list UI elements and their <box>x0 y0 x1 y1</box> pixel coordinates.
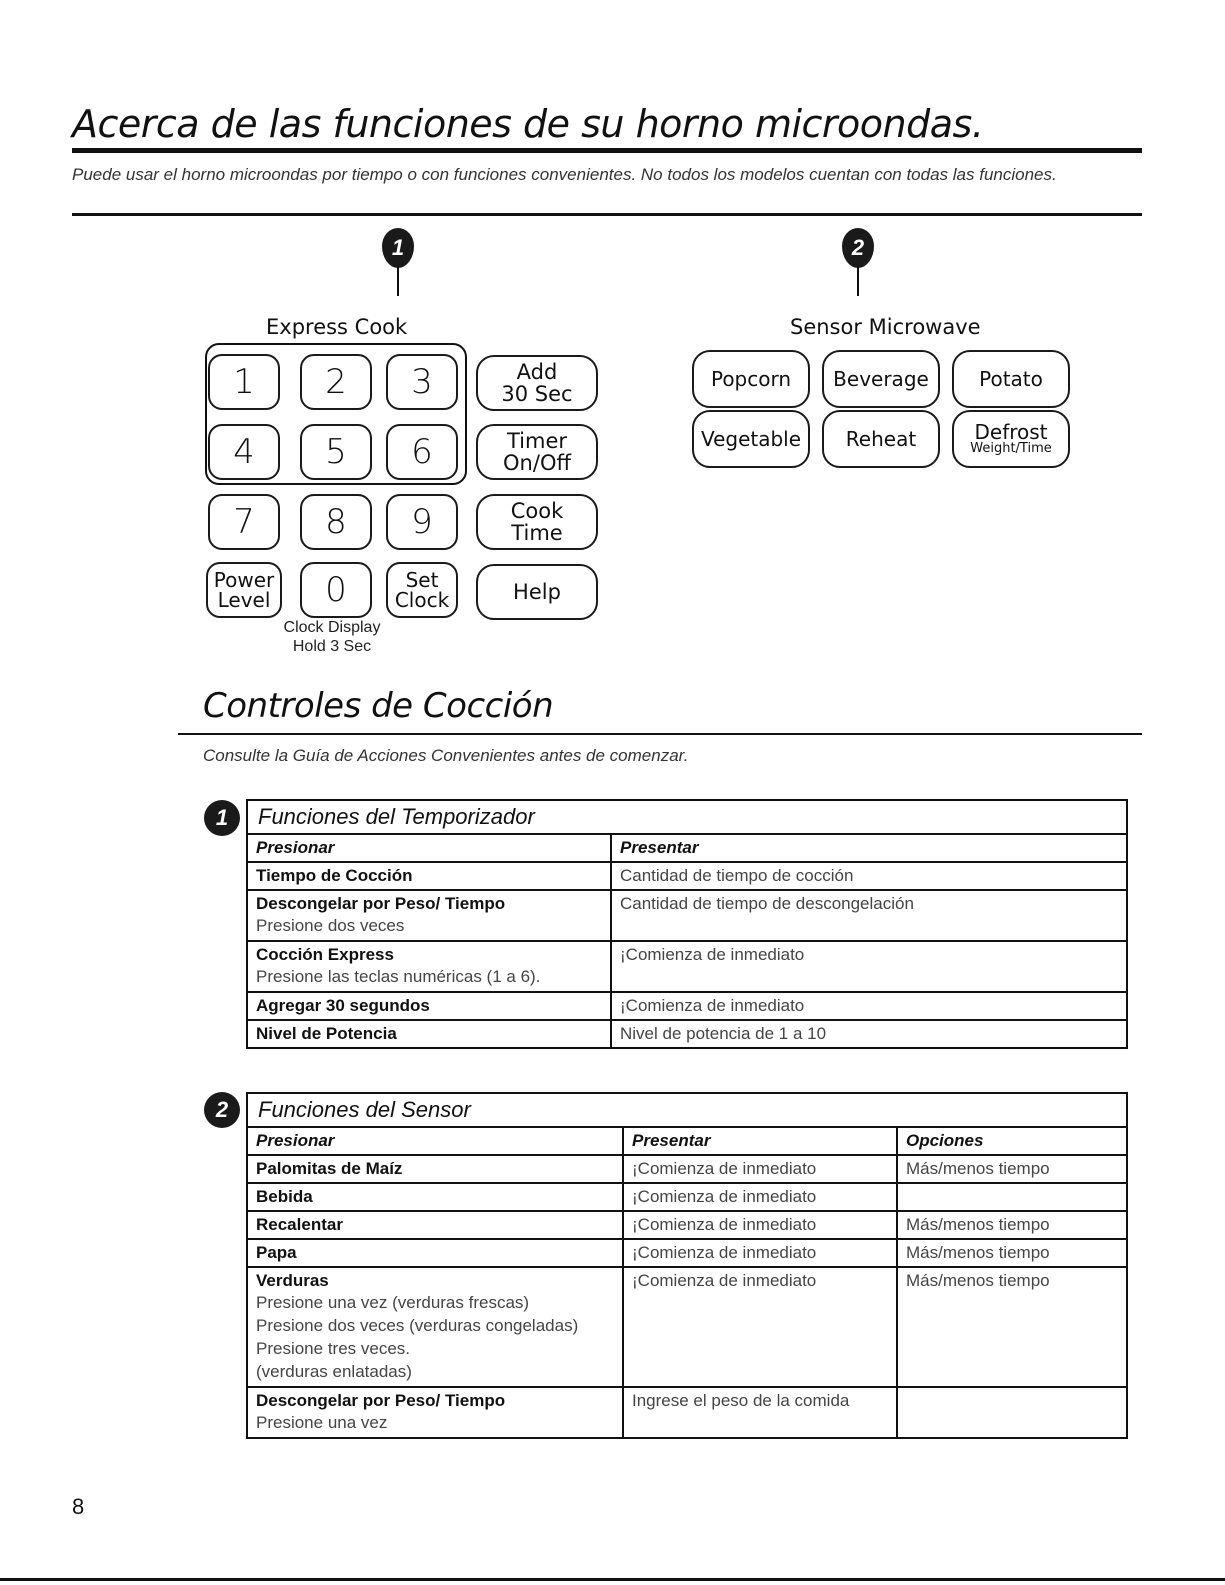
sensor-display-cell: ¡Comienza de inmediato <box>623 1155 897 1183</box>
power-level-line1: Power <box>213 568 275 592</box>
timer-table-body <box>247 862 1127 1048</box>
sensor-press-main: Papa <box>256 1243 297 1262</box>
set-clock-line2: Clock <box>394 588 450 612</box>
timer-display-cell: Nivel de potencia de 1 a 10 <box>611 1020 1127 1048</box>
table-row <box>247 1155 1127 1183</box>
defrost-label: Defrost <box>974 420 1048 444</box>
cook-time-line2: Time <box>511 521 563 545</box>
sensor-press-cell <box>247 1211 623 1239</box>
popcorn-button[interactable]: Popcorn <box>692 350 810 408</box>
add-30-sec-button[interactable] <box>476 355 598 411</box>
key-8[interactable]: 8 <box>300 494 372 550</box>
sensor-press-cell <box>247 1239 623 1267</box>
sensor-press-main: Bebida <box>256 1187 313 1206</box>
sensor-functions-table <box>246 1092 1128 1439</box>
potato-button[interactable]: Potato <box>952 350 1070 408</box>
sensor-press-note: Presione tres veces. <box>256 1339 411 1358</box>
sensor-options-cell <box>897 1387 1127 1438</box>
table-row <box>247 862 1127 890</box>
sensor-press-cell <box>247 1155 623 1183</box>
clock-display-note <box>262 618 402 656</box>
sensor-header-opciones: Opciones <box>897 1127 1127 1155</box>
sensor-header-presionar: Presionar <box>247 1127 623 1155</box>
timer-display-cell: ¡Comienza de inmediato <box>611 992 1127 1020</box>
timer-on-off-button[interactable] <box>476 424 598 480</box>
timer-press-main: Nivel de Potencia <box>256 1024 397 1043</box>
timer-table-marker: 1 <box>204 800 240 836</box>
timer-header-presentar: Presentar <box>611 834 1127 862</box>
sensor-table-caption: Funciones del Sensor <box>247 1093 1127 1127</box>
timer-press-note: Presione dos veces <box>256 916 405 935</box>
timer-header-presionar: Presionar <box>247 834 611 862</box>
vegetable-button[interactable]: Vegetable <box>692 410 810 468</box>
table-row <box>247 1211 1127 1239</box>
sensor-options-cell: Más/menos tiempo <box>897 1211 1127 1239</box>
sensor-display-cell: ¡Comienza de inmediato <box>623 1267 897 1387</box>
timer-press-main: Descongelar por Peso/ Tiempo <box>256 894 506 913</box>
callout-marker-1: 1 <box>382 228 414 268</box>
clock-note-line1: Clock Display <box>283 619 381 636</box>
beverage-button[interactable]: Beverage <box>822 350 940 408</box>
timer-press-note: Presione las teclas numéricas (1 a 6). <box>256 967 541 986</box>
timer-press-main: Cocción Express <box>256 945 394 964</box>
sensor-press-cell <box>247 1267 623 1387</box>
page-title: Acerca de las funciones de su horno microondas. <box>72 102 984 146</box>
sensor-press-main: Palomitas de Maíz <box>256 1159 403 1178</box>
sensor-press-cell <box>247 1183 623 1211</box>
sensor-microwave-label: Sensor Microwave <box>790 315 981 339</box>
power-level-line2: Level <box>217 588 271 612</box>
controls-subtitle: Consulte la Guía de Acciones Convenientes antes de comenzar. <box>203 746 689 765</box>
timer-press-cell <box>247 862 611 890</box>
bottom-rule <box>0 1578 1225 1581</box>
sensor-header-presentar: Presentar <box>623 1127 897 1155</box>
add-30-sec-line1: Add <box>516 360 558 384</box>
timer-display-cell: ¡Comienza de inmediato <box>611 941 1127 992</box>
timer-press-main: Tiempo de Cocción <box>256 866 413 885</box>
table-row <box>247 1020 1127 1048</box>
page-number: 8 <box>72 1494 85 1519</box>
sensor-press-note: (verduras enlatadas) <box>256 1362 412 1381</box>
table-row <box>247 890 1127 941</box>
timer-functions-table <box>246 799 1128 1049</box>
sensor-press-main: Verduras <box>256 1271 329 1290</box>
sensor-press-main: Recalentar <box>256 1215 343 1234</box>
controls-title: Controles de Cocción <box>203 686 554 726</box>
timer-press-cell <box>247 1020 611 1048</box>
table-row <box>247 941 1127 992</box>
cook-time-line1: Cook <box>510 499 564 523</box>
clock-note-line2: Hold 3 Sec <box>292 638 372 655</box>
key-5[interactable]: 5 <box>300 424 372 480</box>
title-rule <box>72 148 1142 153</box>
express-cook-label: Express Cook <box>266 315 408 339</box>
callout-marker-2: 2 <box>842 228 874 268</box>
sensor-press-note: Presione dos veces (verduras congeladas) <box>256 1316 579 1335</box>
callout-stem-1 <box>397 266 399 296</box>
sensor-press-note: Presione una vez <box>256 1413 388 1432</box>
table-row <box>247 1267 1127 1387</box>
key-6[interactable]: 6 <box>386 424 458 480</box>
timer-display-cell: Cantidad de tiempo de descongelación <box>611 890 1127 941</box>
sensor-display-cell: ¡Comienza de inmediato <box>623 1239 897 1267</box>
subtitle-rule <box>72 213 1142 216</box>
key-1[interactable]: 1 <box>208 354 280 410</box>
help-button[interactable]: Help <box>476 564 598 620</box>
table-row <box>247 1239 1127 1267</box>
set-clock-button[interactable] <box>386 562 458 618</box>
defrost-button[interactable] <box>952 410 1070 468</box>
timer-line1: Timer <box>506 429 567 453</box>
table-row <box>247 1387 1127 1438</box>
sensor-table-marker: 2 <box>204 1092 240 1128</box>
page-subtitle: Puede usar el horno microondas por tiempo o con funciones convenientes. No todos los modelos cuentan con todas las funciones. <box>72 165 1057 184</box>
set-clock-line1: Set <box>405 568 439 592</box>
sensor-options-cell: Más/menos tiempo <box>897 1155 1127 1183</box>
key-7[interactable]: 7 <box>208 494 280 550</box>
timer-press-cell <box>247 890 611 941</box>
sensor-options-cell <box>897 1183 1127 1211</box>
sensor-display-cell: ¡Comienza de inmediato <box>623 1211 897 1239</box>
sensor-options-cell: Más/menos tiempo <box>897 1239 1127 1267</box>
cook-time-button[interactable] <box>476 494 598 550</box>
timer-display-cell: Cantidad de tiempo de cocción <box>611 862 1127 890</box>
key-2[interactable]: 2 <box>300 354 372 410</box>
timer-press-cell <box>247 992 611 1020</box>
table-row <box>247 992 1127 1020</box>
key-3[interactable]: 3 <box>386 354 458 410</box>
key-0[interactable]: 0 <box>300 562 372 618</box>
timer-press-cell <box>247 941 611 992</box>
timer-press-main: Agregar 30 segundos <box>256 996 430 1015</box>
sensor-display-cell: Ingrese el peso de la comida <box>623 1387 897 1438</box>
sensor-press-main: Descongelar por Peso/ Tiempo <box>256 1391 506 1410</box>
sensor-press-note: Presione una vez (verduras frescas) <box>256 1293 530 1312</box>
timer-table-caption: Funciones del Temporizador <box>247 800 1127 834</box>
sensor-options-cell: Más/menos tiempo <box>897 1267 1127 1387</box>
add-30-sec-line2: 30 Sec <box>501 382 573 406</box>
reheat-button[interactable]: Reheat <box>822 410 940 468</box>
controls-rule <box>178 733 1142 735</box>
sensor-table-body <box>247 1155 1127 1438</box>
power-level-button[interactable] <box>206 562 282 618</box>
sensor-press-cell <box>247 1387 623 1438</box>
defrost-sublabel: Weight/Time <box>970 441 1052 456</box>
key-4[interactable]: 4 <box>208 424 280 480</box>
callout-stem-2 <box>857 266 859 296</box>
key-9[interactable]: 9 <box>386 494 458 550</box>
sensor-display-cell: ¡Comienza de inmediato <box>623 1183 897 1211</box>
timer-line2: On/Off <box>503 451 571 475</box>
table-row <box>247 1183 1127 1211</box>
